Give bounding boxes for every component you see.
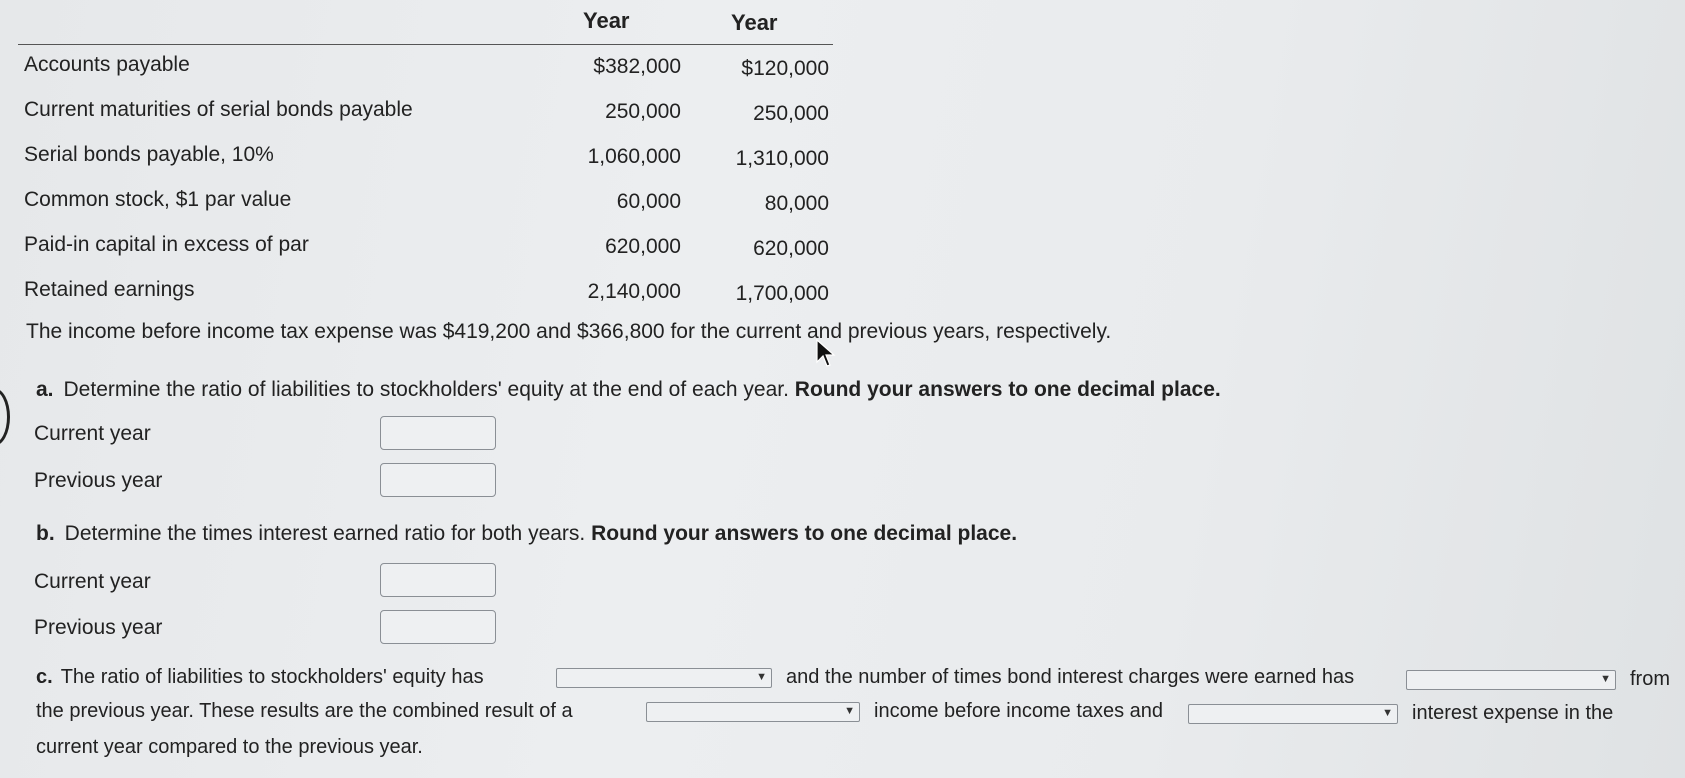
row-current-value: $382,000 — [593, 55, 681, 78]
row-previous-value: $120,000 — [741, 57, 829, 80]
mouse-cursor-icon — [815, 338, 837, 368]
row-current-value: 250,000 — [605, 100, 681, 123]
dropdown-interest-expense-change[interactable] — [1188, 704, 1398, 724]
question-letter: b. — [36, 522, 55, 545]
row-current-value: 620,000 — [605, 235, 681, 258]
question-c-line-3 — [36, 736, 423, 759]
dropdown-liabilities-ratio-change[interactable] — [556, 668, 772, 688]
row-previous-value: 1,700,000 — [735, 282, 829, 305]
dropdown-caret-icon: ▼ — [756, 671, 767, 683]
row-label: Common stock, $1 par value — [24, 188, 292, 211]
dropdown-income-change[interactable] — [646, 702, 860, 722]
income-note: The income before income tax expense was $419,200 and $366,800 for the current and previous years, respectively. — [26, 320, 1112, 343]
balance-sheet-table — [18, 0, 833, 315]
question-c-line-2b — [874, 700, 1163, 723]
dropdown-times-interest-change[interactable] — [1406, 670, 1616, 690]
question-text: Determine the times interest earned ratio for both years. — [64, 522, 586, 545]
table-row — [18, 270, 833, 315]
question-text: interest expense in the — [1412, 702, 1614, 724]
question-text: the previous year. These results are the combined result of a — [36, 700, 573, 722]
question-c-line-1c — [1630, 668, 1670, 691]
header-previous-year: Year — [731, 10, 778, 35]
question-c-line-1 — [36, 666, 484, 689]
row-current-value: 60,000 — [616, 190, 681, 213]
question-instruction: Round your answers to one decimal place. — [794, 378, 1221, 401]
question-letter: c. — [36, 666, 53, 688]
b-current-year-input[interactable] — [380, 563, 496, 597]
dropdown-caret-icon: ▼ — [1382, 707, 1393, 719]
table-row — [18, 135, 833, 180]
answer-row-b-previous — [34, 616, 162, 640]
row-label: Serial bonds payable, 10% — [24, 143, 274, 166]
row-label: Current maturities of serial bonds payable — [24, 98, 413, 121]
answer-row-a-current — [34, 422, 151, 446]
question-text: from — [1630, 668, 1670, 690]
row-previous-value: 80,000 — [764, 192, 829, 215]
question-text: income before income taxes and — [874, 700, 1164, 722]
question-text: and the number of times bond interest charges were earned has — [786, 666, 1355, 688]
row-label: Paid-in capital in excess of par — [24, 233, 309, 256]
row-label: Accounts payable — [24, 53, 190, 76]
question-c-line-2 — [36, 700, 573, 723]
table-row — [18, 180, 833, 225]
row-label: Retained earnings — [24, 278, 195, 301]
question-b — [36, 522, 1017, 546]
question-c-line-2c — [1412, 702, 1613, 725]
answer-label: Previous year — [34, 616, 163, 639]
question-letter: a. — [36, 378, 54, 401]
b-previous-year-input[interactable] — [380, 610, 496, 644]
a-current-year-input[interactable] — [380, 416, 496, 450]
row-current-value: 2,140,000 — [587, 280, 681, 303]
question-text: Determine the ratio of liabilities to stockholders' equity at the end of each year. — [63, 378, 789, 401]
answer-row-a-previous — [34, 469, 162, 493]
row-current-value: 1,060,000 — [587, 145, 681, 168]
answer-label: Current year — [34, 570, 151, 593]
question-text: The ratio of liabilities to stockholders' equity has — [60, 666, 484, 688]
table-row — [18, 90, 833, 135]
question-text: current year compared to the previous year. — [36, 736, 423, 758]
row-previous-value: 620,000 — [753, 237, 829, 260]
dropdown-caret-icon: ▼ — [1600, 673, 1611, 685]
question-instruction: Round your answers to one decimal place. — [591, 522, 1018, 545]
table-header — [18, 0, 833, 45]
dropdown-caret-icon: ▼ — [844, 705, 855, 717]
table-row — [18, 225, 833, 270]
answer-row-b-current — [34, 570, 151, 594]
header-current-year: Year — [583, 8, 630, 33]
edge-circle-mark — [0, 388, 10, 446]
row-previous-value: 250,000 — [753, 102, 829, 125]
question-c-line-1b — [786, 666, 1354, 689]
table-row — [18, 45, 833, 90]
row-previous-value: 1,310,000 — [735, 147, 829, 170]
answer-label: Previous year — [34, 469, 163, 492]
answer-label: Current year — [34, 422, 151, 445]
a-previous-year-input[interactable] — [380, 463, 496, 497]
question-a — [36, 378, 1221, 402]
